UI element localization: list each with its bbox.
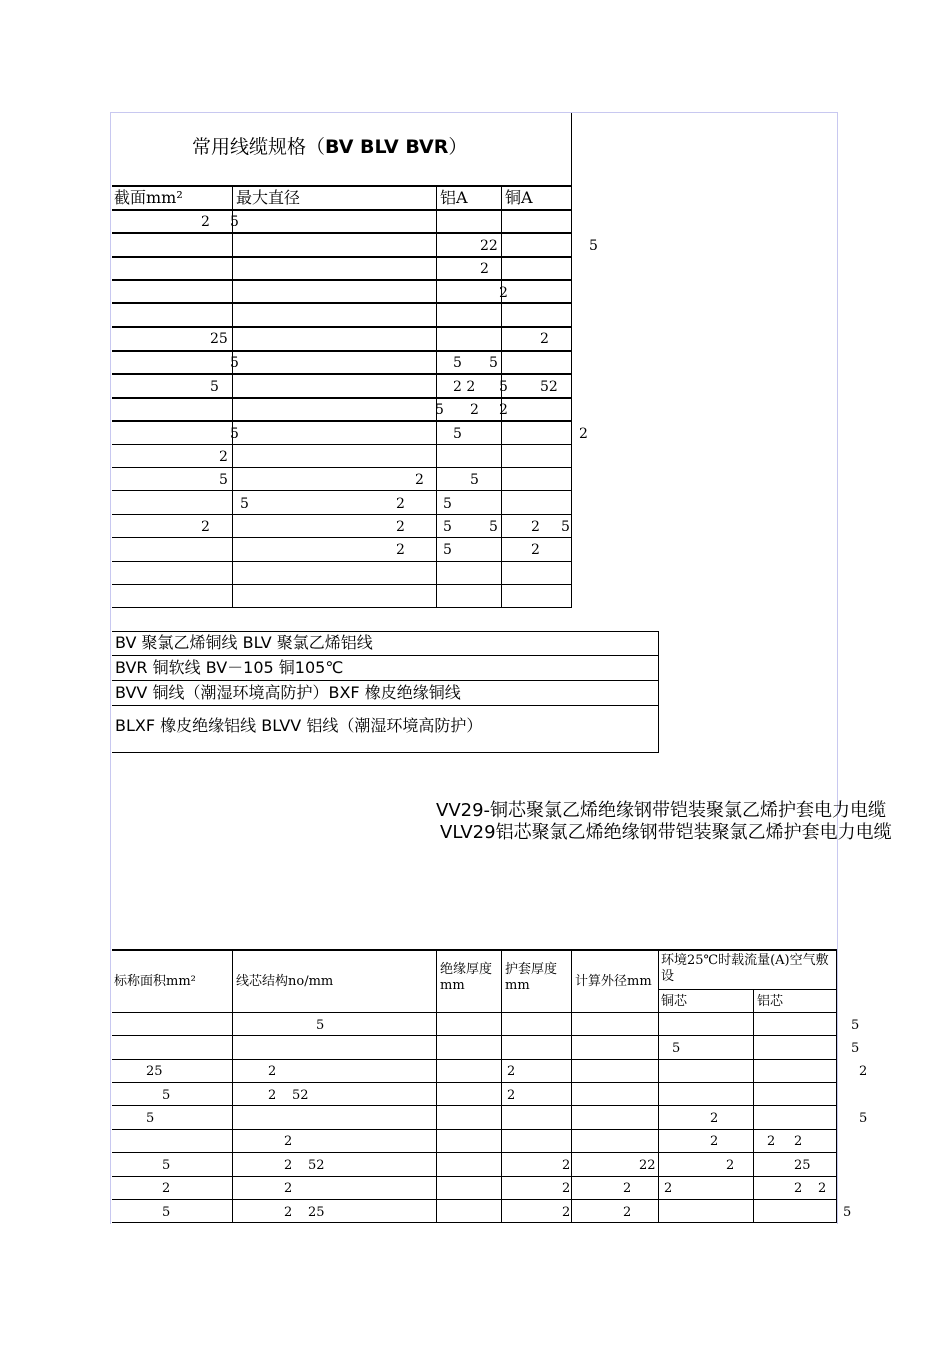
table-cell: 5 — [240, 496, 249, 512]
table-cell: 2 — [664, 1181, 673, 1196]
page-frame-left — [110, 112, 111, 1224]
table-cell: 2 — [710, 1134, 719, 1149]
table-cell: 2 — [859, 1064, 868, 1079]
table-cell: 2 — [480, 261, 489, 277]
table-cell: 5 — [843, 1205, 852, 1220]
legend-row: BV 聚氯乙烯铜线 BLV 聚氯乙烯铝线 — [115, 633, 373, 652]
table-cell: 5 — [443, 496, 452, 512]
table-cell: 5 — [230, 426, 239, 442]
cable-titles — [0, 790, 950, 850]
header-copper-ampere: 铜A — [505, 188, 533, 207]
table-cell: 25 — [146, 1064, 163, 1079]
header-aluminum-ampere: 铝A — [440, 188, 468, 207]
table-cell: 5 — [851, 1018, 860, 1033]
table-cell: 5 — [470, 472, 479, 488]
table-cell: 5 — [162, 1088, 171, 1103]
table-cell: 5 — [672, 1041, 681, 1056]
table-cell: 5 — [489, 355, 498, 371]
table-cell: 25 — [308, 1205, 325, 1220]
table-cell: 25 — [210, 331, 228, 347]
header-aluminum-core: 铝芯 — [757, 994, 784, 1009]
table-cell: 2 — [507, 1064, 516, 1079]
table-cell: 2 — [470, 402, 479, 418]
table-cell: 2 — [162, 1181, 171, 1196]
table-cell: 2 — [499, 402, 508, 418]
table-cell: 2 — [794, 1181, 803, 1196]
table-cell: 2 — [284, 1158, 293, 1173]
table-cell: 2 — [284, 1205, 293, 1220]
table-cell: 5 — [561, 519, 570, 535]
table-cell: 5 — [443, 519, 452, 535]
table-cell: 5 — [230, 214, 239, 230]
table-cell: 52 — [308, 1158, 325, 1173]
table-cell: 2 — [767, 1134, 776, 1149]
table-cell: 22 — [639, 1158, 656, 1173]
table-cell: 2 — [818, 1181, 827, 1196]
table-cell: 2 — [726, 1158, 735, 1173]
legend-row: BVR 铜软线 BV－105 铜105℃ — [115, 658, 344, 677]
table-cell: 2 — [562, 1181, 571, 1196]
table-cell: 2 — [219, 449, 228, 465]
table-cell: 5 — [859, 1111, 868, 1126]
legend-row: BLXF 橡皮绝缘铝线 BLVV 铝线（潮湿环境高防护） — [115, 716, 483, 735]
table-cell: 5 — [162, 1158, 171, 1173]
table-cell: 5 — [435, 402, 444, 418]
table-cell: 5 — [210, 379, 219, 395]
header-sheath-thickness: 护套厚度mm — [505, 962, 558, 993]
table-cell: 2 — [284, 1134, 293, 1149]
table-cell: 2 — [623, 1205, 632, 1220]
table-cell: 2 — [794, 1134, 803, 1149]
table-cell: 52 — [292, 1088, 309, 1103]
table-cell: 22 — [480, 238, 498, 254]
table-cell: 2 — [396, 542, 405, 558]
table-cell: 2 — [396, 496, 405, 512]
table-cell: 2 2 — [453, 379, 476, 395]
table-cell: 2 — [562, 1158, 571, 1173]
table-cell: 2 — [623, 1181, 632, 1196]
table-cell: 2 — [201, 519, 210, 535]
table-cell: 25 — [794, 1158, 811, 1173]
header-core-structure: 线芯结构no/mm — [236, 974, 334, 989]
table-cell: 2 — [579, 426, 588, 442]
table-cell: 2 — [531, 542, 540, 558]
table-cell: 5 — [851, 1041, 860, 1056]
table-cell: 5 — [499, 379, 508, 395]
table-cell: 2 — [396, 519, 405, 535]
table-cell: 2 — [268, 1088, 277, 1103]
legend-row: BVV 铜线（潮湿环境高防护）BXF 橡皮绝缘铜线 — [115, 683, 461, 702]
table-cell: 2 — [540, 331, 549, 347]
table-cell: 2 — [531, 519, 540, 535]
table-cell: 5 — [489, 519, 498, 535]
header-max-diameter: 最大直径 — [236, 188, 301, 207]
table-cell: 5 — [146, 1111, 155, 1126]
table-cell: 5 — [453, 426, 462, 442]
table-cell: 5 — [453, 355, 462, 371]
header-nominal-area: 标称面积mm² — [114, 974, 196, 989]
table-cell: 2 — [201, 214, 210, 230]
page-frame-right — [837, 112, 838, 1224]
vv29-title: VV29-铜芯聚氯乙烯绝缘钢带铠装聚氯乙烯护套电力电缆 — [436, 800, 887, 821]
table-title: 常用线缆规格（BV BLV BVR） — [192, 136, 468, 158]
table-cell: 5 — [230, 355, 239, 371]
table-cell: 5 — [219, 472, 228, 488]
table-cell: 2 — [710, 1111, 719, 1126]
table-cell: 2 — [562, 1205, 571, 1220]
table-cell: 2 — [415, 472, 424, 488]
header-outer-diameter: 计算外径mm — [575, 974, 652, 989]
table-cell: 2 — [284, 1181, 293, 1196]
header-copper-core: 铜芯 — [661, 994, 688, 1009]
table-cell: 5 — [316, 1018, 325, 1033]
table-cell: 2 — [507, 1088, 516, 1103]
header-cross-section: 截面mm² — [114, 188, 183, 207]
table-cell: 2 — [268, 1064, 277, 1079]
header-ampacity: 环境25℃时载流量(A)空气敷设 — [661, 953, 829, 984]
table-cell: 5 — [589, 238, 598, 254]
vlv29-title: VLV29铝芯聚氯乙烯绝缘钢带铠装聚氯乙烯护套电力电缆 — [440, 822, 892, 843]
table-cell: 52 — [540, 379, 558, 395]
page-frame-top — [110, 112, 838, 113]
table-cell: 5 — [162, 1205, 171, 1220]
table-cell: 5 — [443, 542, 452, 558]
table-cell: 2 — [499, 285, 508, 301]
header-insulation-thickness: 绝缘厚度mm — [440, 962, 493, 993]
